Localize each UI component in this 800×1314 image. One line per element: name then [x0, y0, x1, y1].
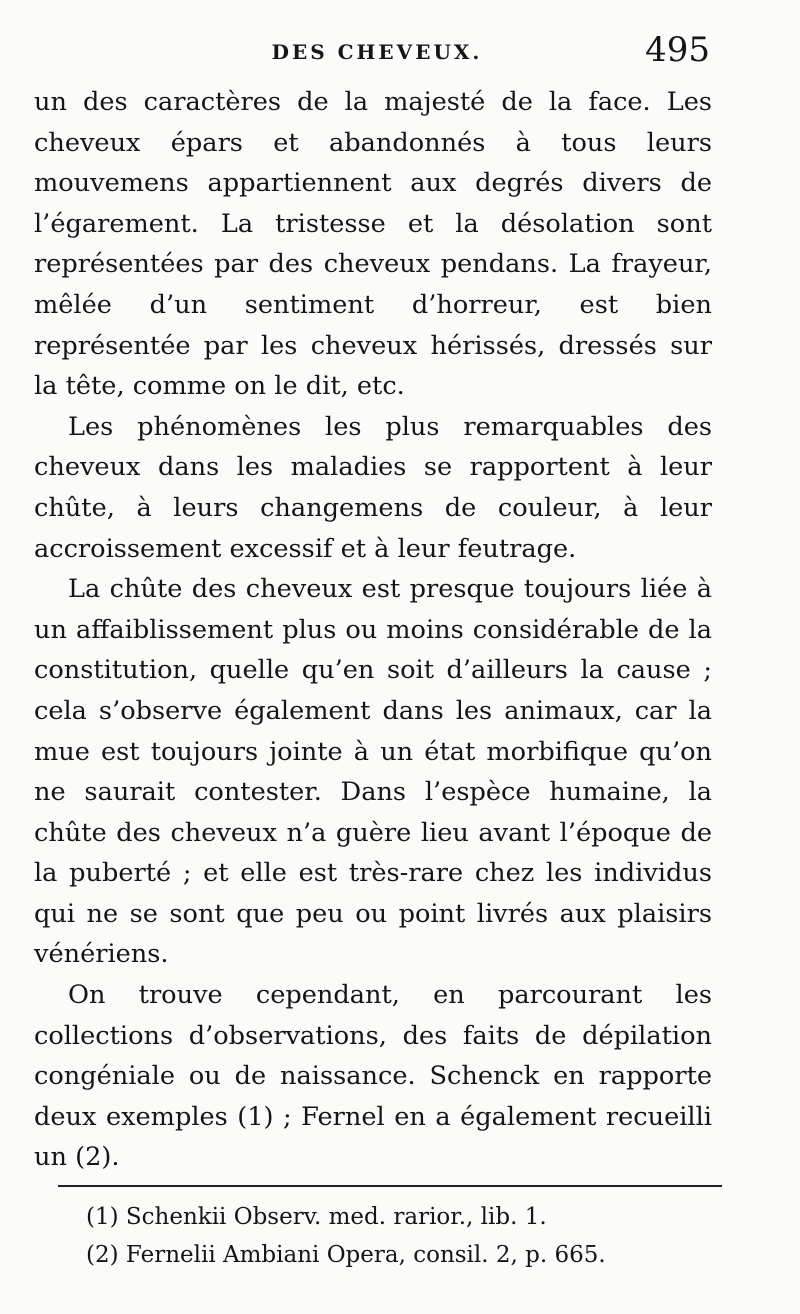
- paragraph-depilation: On trouve cependant, en parcourant les collections d’observations, des faits de dépilation congéniale ou de naissance. Schenck en rapporte deux exemples (1) ; Fernel en a également recueilli un (2).: [34, 980, 712, 1173]
- page-number: 495: [645, 30, 710, 70]
- footnote-separator: [58, 1185, 722, 1187]
- paragraph-phenomenes: Les phénomènes les plus remarquables des cheveux dans les maladies se rapportent à leur chûte, à leurs changemens de couleur, à leur accroissement excessif et à leur feutrage.: [34, 411, 712, 564]
- paragraph-continuation: un des caractères de la majesté de la face. Les cheveux épars et abandonnés à tous leurs mouvemens appartiennent aux degrés divers de l’égarement. La tristesse et la désolation sont représentées par des cheveux pendans. La frayeur, mêlée d’un sentiment d’horreur, est bien représentée par les cheveux hérissés, dressés sur la tête, comme on le dit, etc.: [34, 87, 712, 402]
- footnotes: [86, 1198, 726, 1274]
- page-header: [34, 30, 720, 78]
- running-head: DES CHEVEUX.: [271, 40, 483, 64]
- paragraph-chute: La chûte des cheveux est presque toujours liée à un affaiblissement plus ou moins considérable de la constitution, quelle qu’en soit d’ailleurs la cause ; cela s’observe également dans les animaux, car la mue est toujours jointe à un état morbifique qu’on ne saurait contester. Dans l’espèce humaine, la chûte des cheveux n’a guère lieu avant l’époque de la puberté ; et elle est très-rare chez les individus qui ne se sont que peu ou point livrés aux plaisirs vénériens.: [34, 574, 712, 970]
- footnote-1: (1) Schenkii Observ. med. rarior., lib. 1.: [86, 1204, 547, 1230]
- main-text: [34, 82, 712, 1178]
- footnote-2: (2) Fernelii Ambiani Opera, consil. 2, p. 665.: [86, 1242, 606, 1268]
